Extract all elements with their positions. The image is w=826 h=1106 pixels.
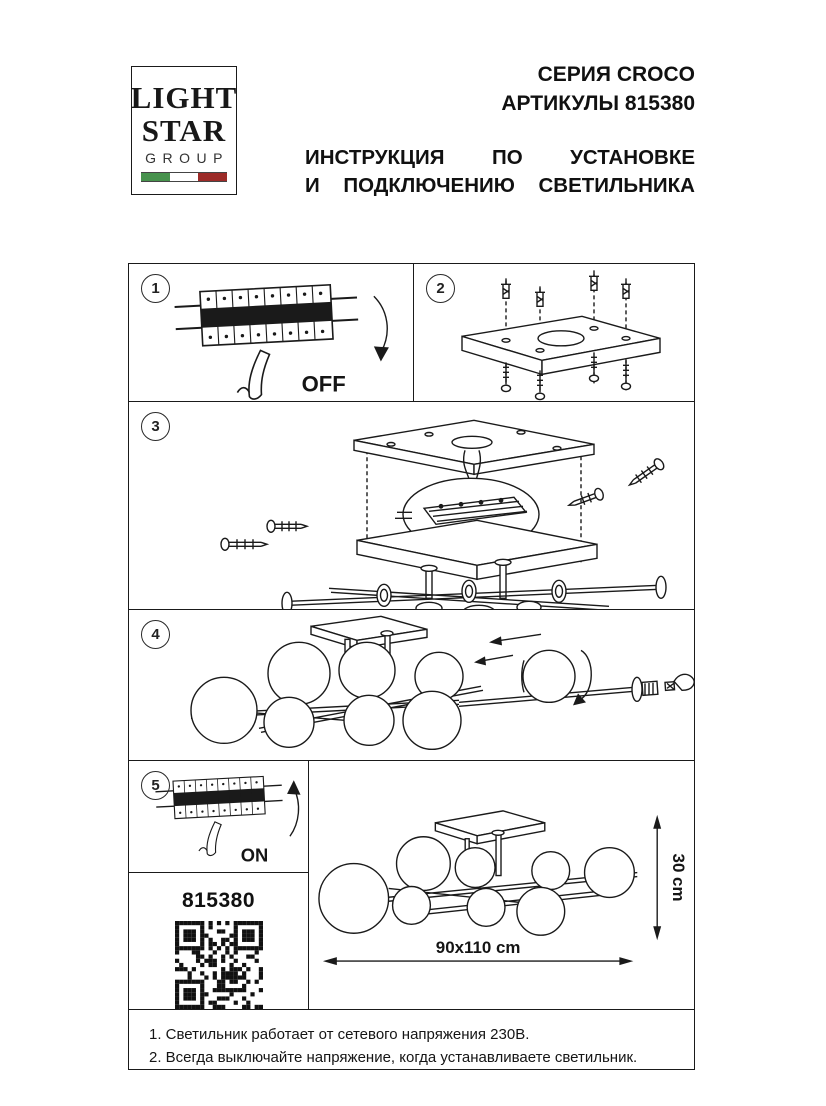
globe-installation-illustration [129,610,694,760]
step5-panel [129,761,308,873]
width-dimension-label: 90x110 cm [435,938,521,958]
lightstar-logo [131,66,237,195]
italian-flag-bar [141,172,227,182]
final-dimensions-panel [309,761,694,1009]
notes-panel [129,1010,651,1069]
step3-number: 3 [141,412,170,441]
logo-light-text: LIGHT [130,80,238,115]
series-title: СЕРИЯ CROCO [537,63,695,86]
step2-panel [414,264,694,401]
header-title-block [305,60,695,118]
step4-panel [129,610,694,760]
instruction-line1: ИНСТРУКЦИЯ ПО УСТАНОВКЕ [305,146,695,169]
note-line1: 1. Светильник работает от сетевого напряжения 230В. [149,1026,530,1043]
step2-number: 2 [426,274,455,303]
instruction-grid [128,263,695,1070]
article-qr-panel [129,873,308,1009]
flag-white [170,173,199,181]
assembly-illustration [129,402,694,610]
final-fixture-illustration [309,761,694,1009]
logo-group-text: GROUP [145,150,229,166]
step1-panel [129,264,414,401]
article-number: 815380 [181,889,256,912]
on-label: ON [240,844,269,866]
step3-panel [129,402,694,610]
flag-green [141,173,170,181]
step1-number: 1 [141,274,170,303]
instruction-title [305,144,695,200]
instruction-line2: И ПОДКЛЮЧЕНИЮ СВЕТИЛЬНИКА [305,174,695,197]
breaker-off-illustration [129,264,413,401]
step5-number: 5 [141,771,170,800]
step4-number: 4 [141,620,170,649]
mounting-plate-illustration [414,264,694,401]
note-line2: 2. Всегда выключайте напряжение, когда устанавливаете светильник. [149,1049,638,1066]
article-title: АРТИКУЛЫ 815380 [501,92,695,115]
qr-code [175,921,263,1009]
height-dimension-label: 30 cm [669,853,689,902]
off-label: OFF [301,371,346,397]
flag-red [198,173,227,181]
logo-star-text: STAR [141,113,227,148]
